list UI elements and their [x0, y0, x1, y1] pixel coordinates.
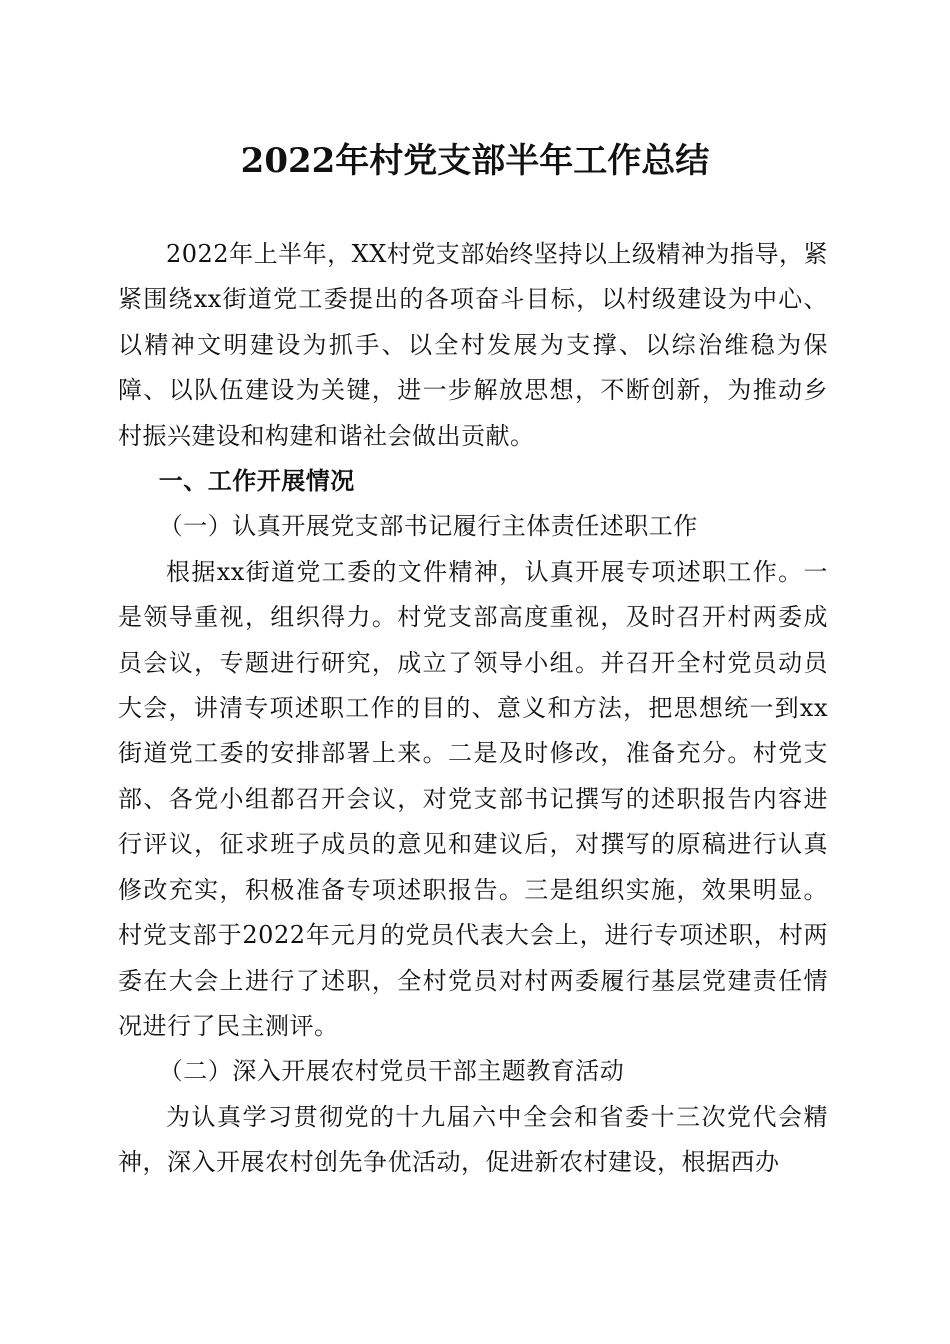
document-body: [118, 232, 828, 1186]
subsection-heading-1: （一）认真开展党支部书记履行主体责任述职工作: [158, 512, 698, 541]
subsection-paragraph-2: 为认真学习贯彻党的十九届六中全会和省委十三次党代会精神，深入开展农村创先争优活动，促进新农村建设，根据西办: [118, 1102, 828, 1177]
subsection-heading-2: （二）深入开展农村党员干部主题教育活动: [158, 1057, 625, 1086]
section-heading-1: 一、工作开展情况: [158, 467, 355, 496]
intro-paragraph: 2022年上半年，XX村党支部始终坚持以上级精神为指导，紧紧围绕xx街道党工委提出的各项奋斗目标，以村级建设为中心、以精神文明建设为抓手、以全村发展为支撑、以综治维稳为保障、以队伍建设为关键，进一步解放思想，不断创新，为推动乡村振兴建设和构建和谐社会做出贡献。: [118, 240, 828, 450]
document-title: 2022年村党支部半年工作总结: [240, 141, 710, 181]
subsection-paragraph-1: 根据xx街道党工委的文件精神，认真开展专项述职工作。一是领导重视，组织得力。村党支部高度重视，及时召开村两委成员会议，专题进行研究，成立了领导小组。并召开全村党员动员大会，讲清专项述职工作的目的、意义和方法，把思想统一到xx街道党工委的安排部署上来。二是及时修改，准备充分。村党支部、各党小组都召开会议，对党支部书记撰写的述职报告内容进行评议，征求班子成员的意见和建议后，对撰写的原稿进行认真修改充实，积极准备专项述职报告。三是组织实施，效果明显。村党支部于2022年元月的党员代表大会上，进行专项述职，村两委在大会上进行了述职，全村党员对村两委履行基层党建责任情况进行了民主测评。: [118, 557, 828, 1040]
